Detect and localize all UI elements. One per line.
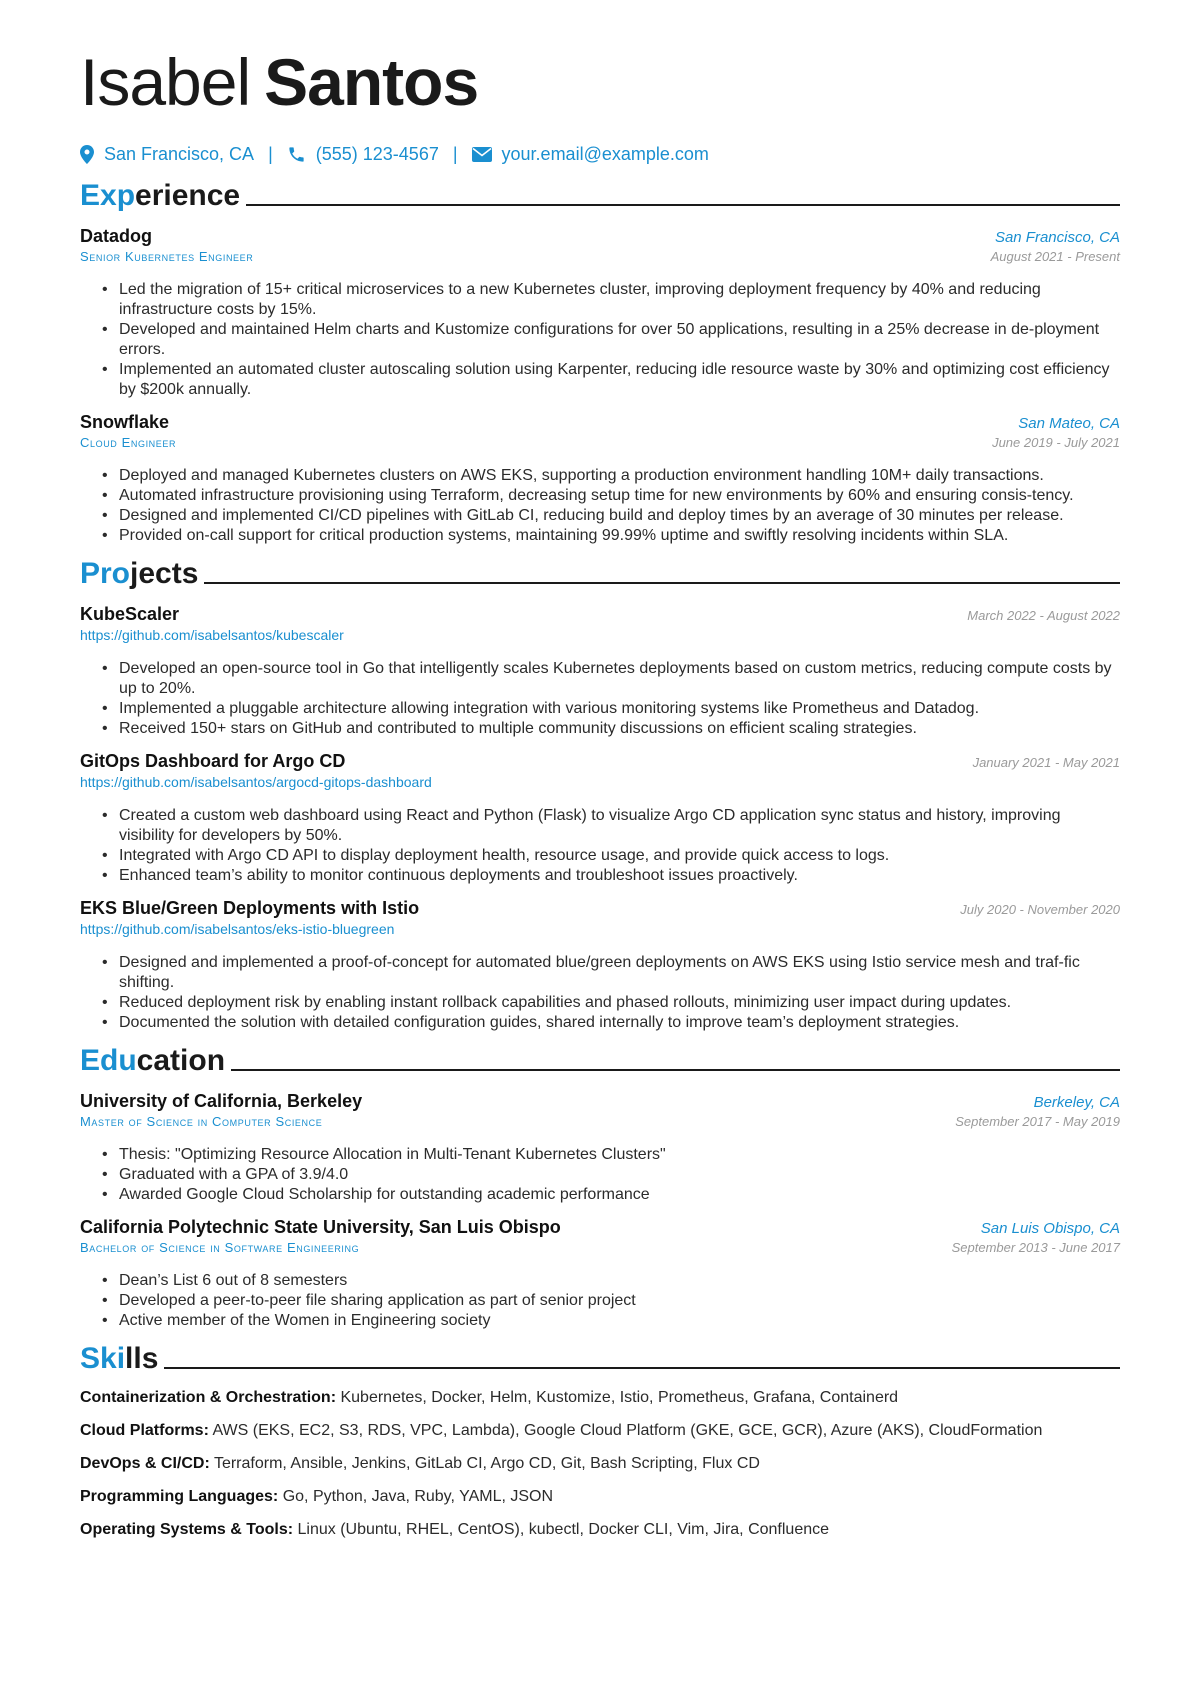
bullet-list: [80, 659, 1120, 739]
envelope-icon: [472, 147, 492, 162]
skill-value: Go, Python, Java, Ruby, YAML, JSON: [282, 1488, 554, 1505]
project-link[interactable]: https://github.com/isabelsantos/kubescaler: [80, 627, 344, 643]
skills-heading: [80, 1339, 1120, 1377]
skill-row: [80, 1519, 1120, 1541]
experience-entry: [80, 410, 1120, 546]
contact-separator: |: [268, 143, 273, 164]
entry-dates: June 2019 - July 2021: [992, 435, 1120, 450]
bullet-item: • Created a custom web dashboard using React and Python (Flask) to visualize Argo CD application sync status and history, improving visibility for developers by 50%.: [102, 806, 1120, 846]
bullet-list: [80, 1271, 1120, 1331]
skills-list: [80, 1387, 1120, 1541]
last-name: Santos: [264, 45, 479, 119]
bullet-list: [80, 1145, 1120, 1205]
experience-heading: [80, 176, 1120, 214]
section-title-accent: Ski: [80, 1342, 126, 1375]
degree-name: Master of Science in Computer Science: [80, 1114, 323, 1129]
bullet-item: • Integrated with Argo CD API to display deployment health, resource usage, and provide quick access to logs.: [102, 846, 1120, 866]
map-pin-icon: [80, 145, 94, 164]
contact-separator: |: [452, 143, 458, 164]
bullet-item: • Awarded Google Cloud Scholarship for outstanding academic performance: [102, 1185, 1120, 1205]
project-name: EKS Blue/Green Deployments with Istio: [80, 898, 420, 918]
section-title-rest: cation: [136, 1044, 226, 1077]
skill-value: Linux (Ubuntu, RHEL, CentOS), kubectl, Docker CLI, Vim, Jira, Confluence: [297, 1521, 830, 1538]
bullet-item: • Developed an open-source tool in Go that intelligently scales Kubernetes deployments based on custom metrics, reducing compute costs by up to 20%.: [102, 659, 1120, 699]
project-entry: [80, 896, 1120, 1033]
name-heading: [80, 44, 1120, 120]
bullet-item: • Active member of the Women in Engineering society: [102, 1311, 1120, 1331]
section-title-rest: lls: [125, 1342, 159, 1375]
section-rule: [246, 204, 1120, 206]
first-name: Isabel: [80, 45, 251, 119]
entry-dates: July 2020 - November 2020: [960, 902, 1120, 917]
skill-row: [80, 1420, 1120, 1442]
bullet-list: [80, 953, 1120, 1033]
bullet-item: • Developed and maintained Helm charts and Kustomize configurations for over 50 applications, resulting in a 25% decrease in de-ployment errors.: [102, 320, 1120, 360]
bullet-item: • Led the migration of 15+ critical microservices to a new Kubernetes cluster, improving deployment frequency by 40% and reducing infrastructure costs by 15%.: [102, 280, 1120, 320]
contact-location: [80, 144, 254, 165]
project-link[interactable]: https://github.com/isabelsantos/eks-istio-bluegreen: [80, 921, 395, 937]
skill-label: Cloud Platforms:: [80, 1422, 209, 1439]
school-name: University of California, Berkeley: [80, 1091, 363, 1111]
skill-row: [80, 1486, 1120, 1508]
bullet-item: • Graduated with a GPA of 3.9/4.0: [102, 1165, 1120, 1185]
skill-label: Containerization & Orchestration:: [80, 1389, 337, 1406]
skill-value: Terraform, Ansible, Jenkins, GitLab CI, Argo CD, Git, Bash Scripting, Flux CD: [213, 1455, 760, 1472]
education-heading: [80, 1041, 1120, 1079]
bullet-item: • Designed and implemented a proof-of-concept for automated blue/green deployments on AWS EKS using Istio service mesh and traf-fic shifting.: [102, 953, 1120, 993]
bullet-item: • Enhanced team’s ability to monitor continuous deployments and troubleshoot issues proactively.: [102, 866, 1120, 886]
section-title-rest: jects: [130, 557, 199, 590]
contact-bar: [80, 140, 1120, 168]
experience-entry: [80, 224, 1120, 400]
entry-location: Berkeley, CA: [1033, 1094, 1120, 1111]
project-name: KubeScaler: [80, 604, 180, 624]
project-name: GitOps Dashboard for Argo CD: [80, 751, 346, 771]
bullet-item: • Received 150+ stars on GitHub and contributed to multiple community discussions on efficient scaling strategies.: [102, 719, 1120, 739]
skill-value: AWS (EKS, EC2, S3, RDS, VPC, Lambda), Google Cloud Platform (GKE, GCE, GCR), Azure (AKS), CloudFormation: [212, 1422, 1043, 1439]
section-title-rest: erience: [135, 179, 241, 212]
bullet-item: • Dean’s List 6 out of 8 semesters: [102, 1271, 1120, 1291]
bullet-list: [80, 466, 1120, 546]
bullet-item: • Reduced deployment risk by enabling instant rollback capabilities and phased rollouts, minimizing user impact during updates.: [102, 993, 1120, 1013]
phone-text: (555) 123-4567: [315, 143, 439, 164]
contact-phone[interactable]: [287, 144, 439, 165]
entry-location: San Luis Obispo, CA: [980, 1220, 1120, 1237]
section-rule: [204, 582, 1120, 584]
company-name: Datadog: [80, 226, 152, 246]
contact-email[interactable]: [472, 144, 709, 165]
phone-icon: [287, 145, 306, 164]
job-title: Senior Kubernetes Engineer: [80, 249, 254, 264]
bullet-item: • Provided on-call support for critical production systems, maintaining 99.99% uptime and swiftly resolving incidents within SLA.: [102, 526, 1120, 546]
section-rule: [164, 1367, 1120, 1369]
location-text: San Francisco, CA: [104, 143, 255, 164]
skill-row: [80, 1453, 1120, 1475]
resume-page: [80, 44, 1120, 1552]
bullet-item: • Thesis: "Optimizing Resource Allocation in Multi-Tenant Kubernetes Clusters": [102, 1145, 1120, 1165]
project-entry: [80, 749, 1120, 886]
bullet-item: • Developed a peer-to-peer file sharing application as part of senior project: [102, 1291, 1120, 1311]
bullet-item: • Designed and implemented CI/CD pipelines with GitLab CI, reducing build and deploy times by an average of 30 minutes per release.: [102, 506, 1120, 526]
section-title-accent: Edu: [80, 1044, 137, 1077]
company-name: Snowflake: [80, 412, 170, 432]
bullet-list: [80, 280, 1120, 400]
bullet-item: • Documented the solution with detailed configuration guides, shared internally to improve team’s deployment strategies.: [102, 1013, 1120, 1033]
education-entry: [80, 1089, 1120, 1205]
education-entry: [80, 1215, 1120, 1331]
entry-dates: January 2021 - May 2021: [972, 755, 1120, 770]
email-text: your.email@example.com: [501, 143, 709, 164]
entry-dates: September 2017 - May 2019: [955, 1114, 1120, 1129]
school-name: California Polytechnic State University, San Luis Obispo: [80, 1217, 561, 1237]
section-title-accent: Exp: [80, 179, 136, 212]
skill-row: [80, 1387, 1120, 1409]
bullet-item: • Implemented an automated cluster autoscaling solution using Karpenter, reducing idle resource waste by 30% and optimizing cost efficiency by $200k annually.: [102, 360, 1120, 400]
section-title-accent: Pro: [80, 557, 131, 590]
entry-location: San Mateo, CA: [1018, 415, 1120, 432]
section-rule: [231, 1069, 1120, 1071]
entry-location: San Francisco, CA: [994, 229, 1120, 246]
degree-name: Bachelor of Science in Software Engineering: [80, 1240, 360, 1255]
bullet-item: • Deployed and managed Kubernetes clusters on AWS EKS, supporting a production environment handling 10M+ daily transactions.: [102, 466, 1120, 486]
bullet-list: [80, 806, 1120, 886]
bullet-item: • Automated infrastructure provisioning using Terraform, decreasing setup time for new environments by 60% and ensuring consis-tency.: [102, 486, 1120, 506]
project-entry: [80, 602, 1120, 739]
bullet-item: • Implemented a pluggable architecture allowing integration with various monitoring systems like Prometheus and Datadog.: [102, 699, 1120, 719]
job-title: Cloud Engineer: [80, 435, 177, 450]
skill-label: Operating Systems & Tools:: [80, 1521, 294, 1538]
skill-label: Programming Languages:: [80, 1488, 279, 1505]
project-link[interactable]: https://github.com/isabelsantos/argocd-gitops-dashboard: [80, 774, 432, 790]
skill-value: Kubernetes, Docker, Helm, Kustomize, Istio, Prometheus, Grafana, Containerd: [340, 1389, 899, 1406]
entry-dates: September 2013 - June 2017: [951, 1240, 1120, 1255]
skill-label: DevOps & CI/CD:: [80, 1455, 210, 1472]
entry-dates: March 2022 - August 2022: [967, 608, 1120, 623]
projects-heading: [80, 554, 1120, 592]
entry-dates: August 2021 - Present: [990, 249, 1120, 264]
